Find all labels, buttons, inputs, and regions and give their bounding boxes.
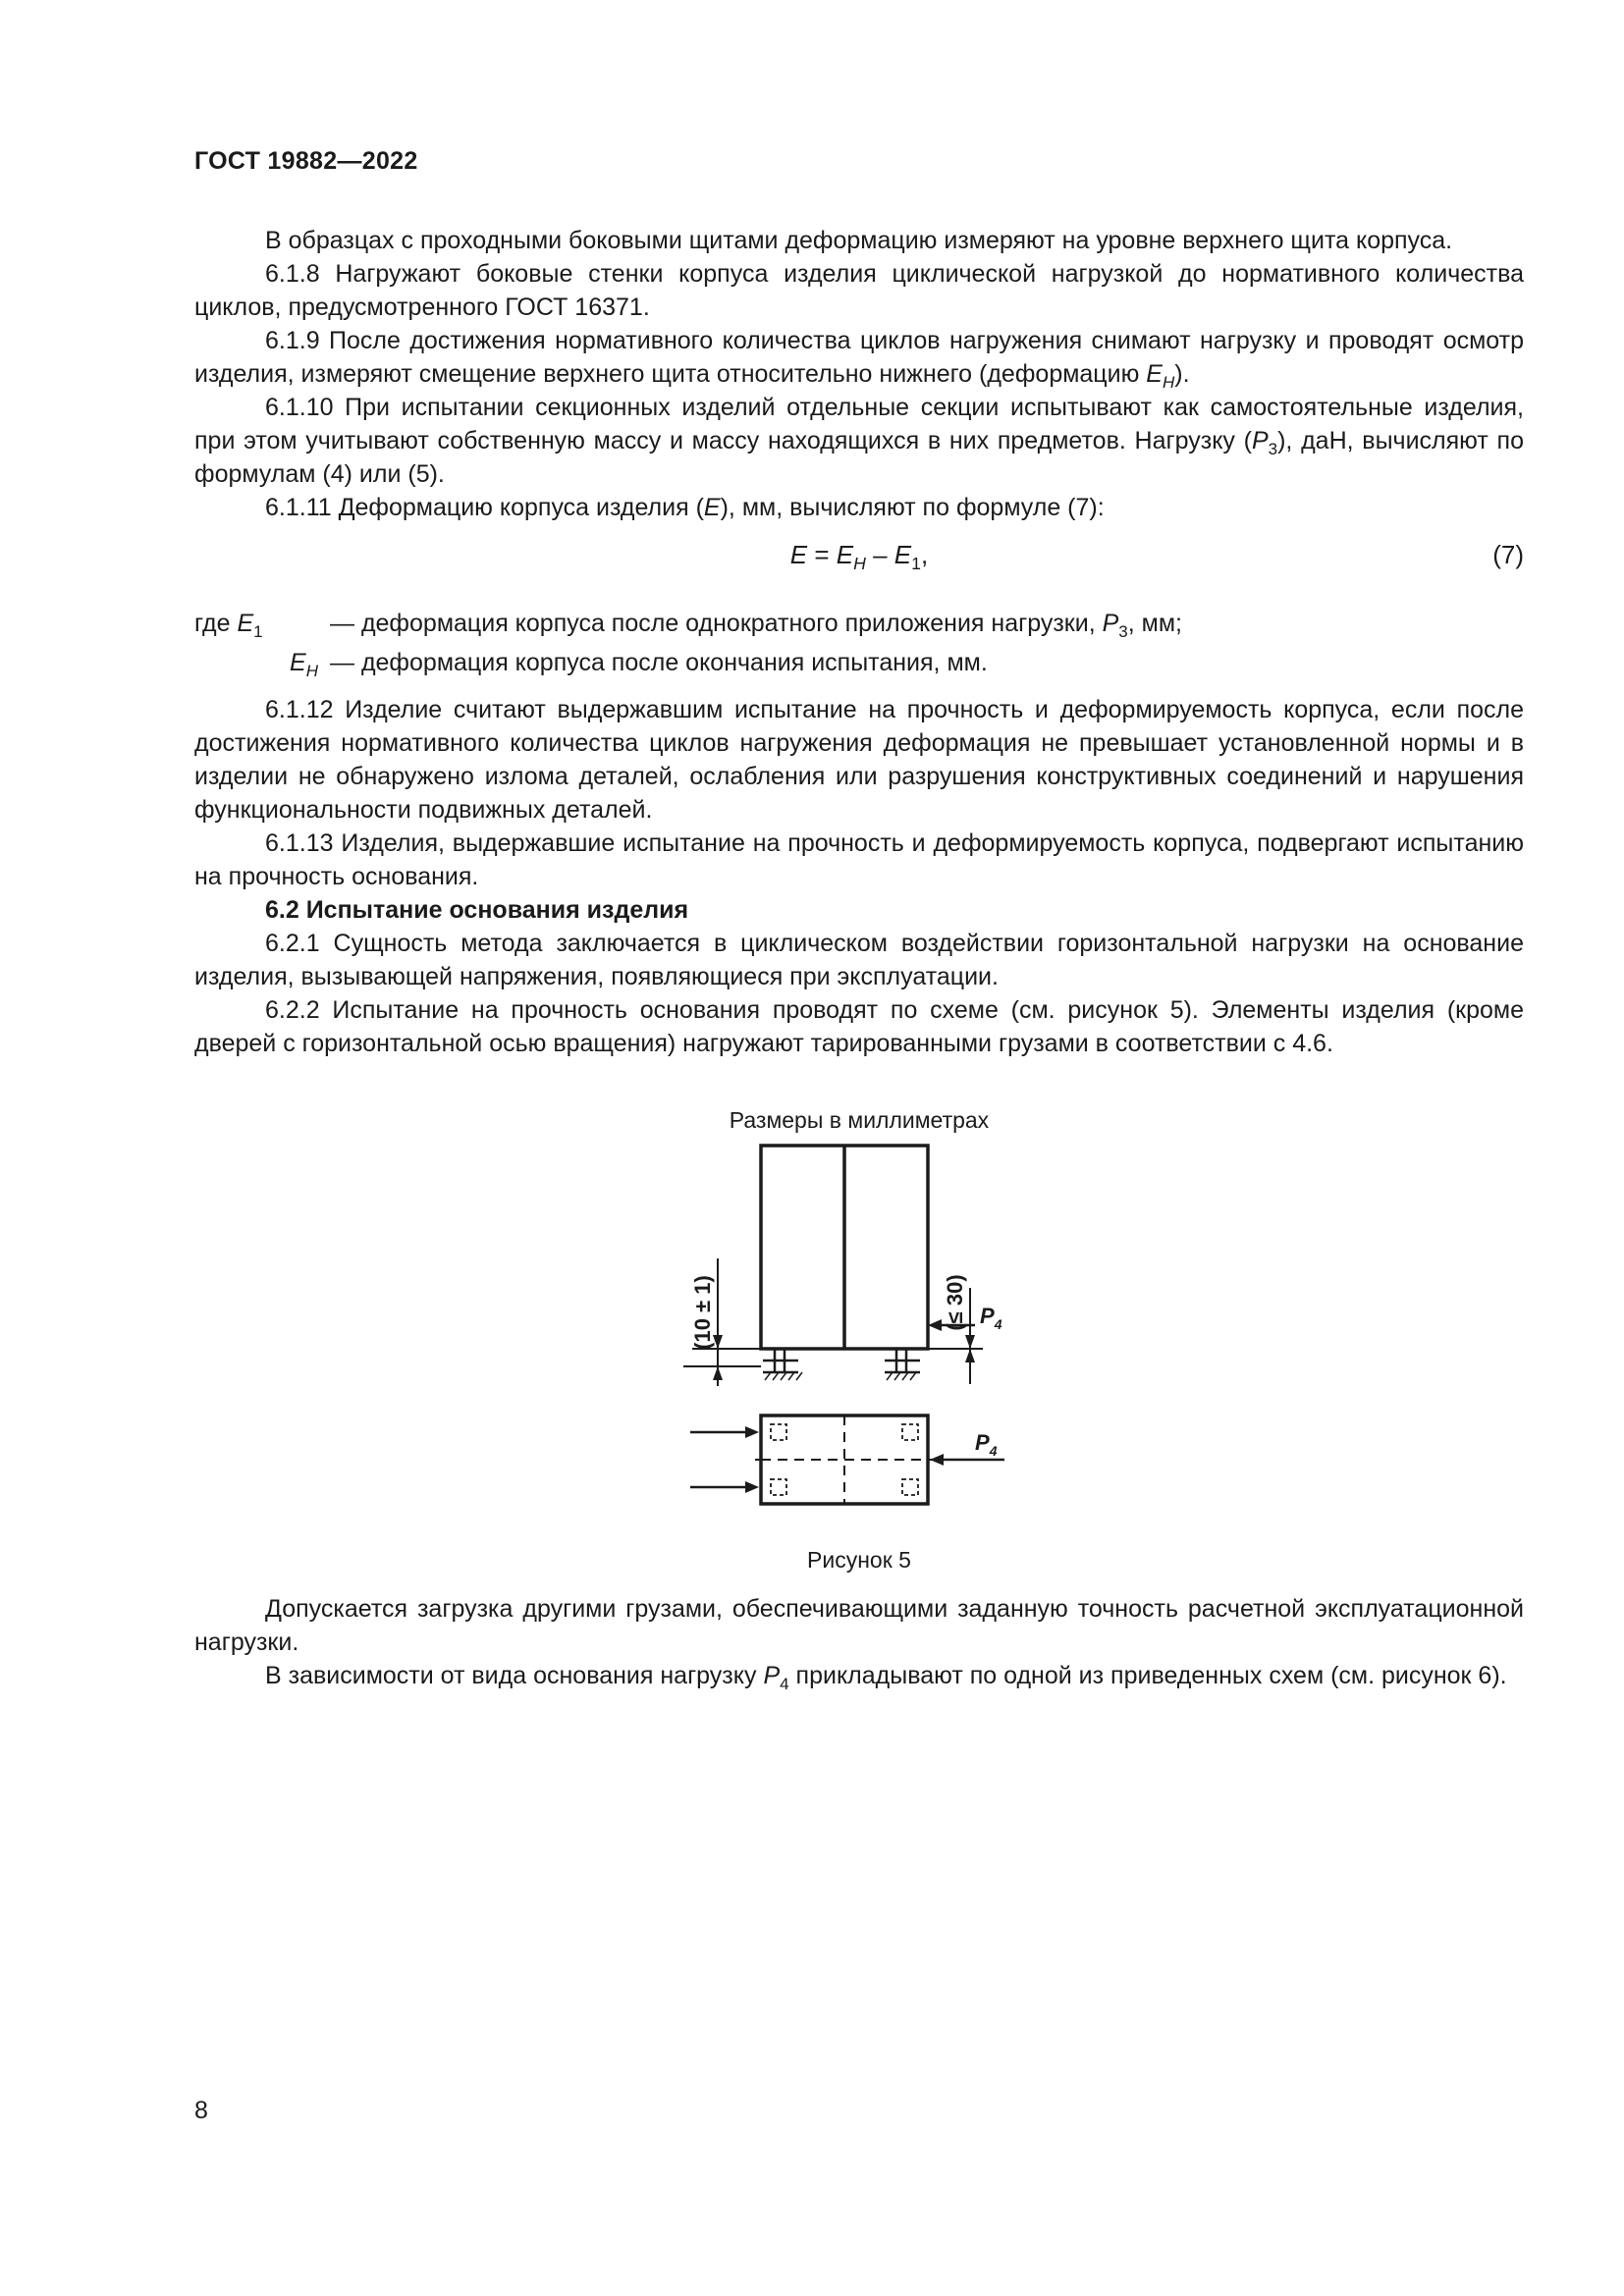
right-support <box>885 1349 920 1372</box>
formula-number: (7) <box>1492 540 1524 569</box>
paragraph-6-1-8: 6.1.8 Нагружают боковые стенки корпуса изделия циклической нагрузкой до нормативного количества циклов, предусмотренного ГОСТ 16371. <box>194 260 1524 321</box>
paragraph-6-2-1: 6.2.1 Сущность метода заключается в циклическом воздействии горизонтальной нагрузки на основание изделия, вызывающей напряжения, появляющиеся при эксплуатации. <box>194 930 1524 990</box>
paragraph-6-1-12: 6.1.12 Изделие считают выдержавшим испытание на прочность и деформируемость корпуса, если после достижения нормативного количества циклов нагружения деформация не превышает установленной нормы и в изделии не обнаружено излома деталей, ослабления или разрушения конструктивных соединений и нарушения функциональности подвижных деталей. <box>194 696 1524 824</box>
page-number: 8 <box>194 2097 208 2124</box>
legend-row-e1: где $E_1$ — деформация корпуса после однократного приложения нагрузки, $P_3$, мм; <box>194 610 1182 641</box>
paragraph-6-1-13: 6.1.13 Изделия, выдержавшие испытание на прочность и деформируемость корпуса, подвергают испытанию на прочность основания. <box>194 829 1524 890</box>
load-label-plan: $P_4$ <box>975 1430 998 1459</box>
formula-legend <box>194 607 1524 685</box>
dim-label-right: (≤ 30) <box>943 1274 967 1331</box>
paragraph-p4-schemes: В зависимости от вида основания нагрузку $P_4$ прикладывают по одной из приведенных схем (см. рисунок 6). <box>265 1662 1507 1693</box>
document-header: ГОСТ 19882—2022 <box>194 147 418 175</box>
paragraph-loading: Допускается загрузка другими грузами, обеспечивающими заданную точность расчетной эксплуатационной нагрузки. <box>194 1595 1524 1656</box>
load-label-side: $P_4$ <box>980 1304 1002 1332</box>
legend-row-eh: $E_H$ — деформация корпуса после окончания испытания, мм. <box>290 649 988 680</box>
paragraph-6-1-9: 6.1.9 После достижения нормативного количества циклов нагружения снимают нагрузку и проводят осмотр изделия, измеряют смещение верхнего щита относительно нижнего (деформацию $E_H$). <box>194 327 1524 392</box>
section-heading-6-2: 6.2 Испытание основания изделия <box>265 896 689 924</box>
figure-caption: Рисунок 5 <box>807 1547 911 1573</box>
figure-5-diagram <box>680 1141 1014 1538</box>
figure-5 <box>194 1082 1524 1592</box>
paragraph-6-2-2: 6.2.2 Испытание на прочность основания проводят по схеме (см. рисунок 5). Элементы изделия (кроме дверей с горизонтальной осью вращения) нагружают тарированными грузами в соответствии с 4.6. <box>194 996 1524 1057</box>
paragraph-6-1-10: 6.1.10 При испытании секционных изделий отдельные секции испытывают как самостоятельные изделия, при этом учитывают собственную массу и массу находящихся в них предметов. Нагрузку $(P_3)$, даН, вычисляют по формулам (4) или (5). <box>194 394 1524 488</box>
paragraph-6-1-11: 6.1.11 Деформацию корпуса изделия (E), мм, вычисляют по формуле (7): <box>265 494 1105 521</box>
dim-label-left: (10 ± 1) <box>690 1275 715 1350</box>
formula-7 <box>194 538 1524 587</box>
figure-dimension-note: Размеры в миллиметрах <box>729 1107 990 1133</box>
paragraph: В образцах с проходными боковыми щитами деформацию измеряют на уровне верхнего щита корпуса. <box>265 227 1453 254</box>
formula-expression: $E = E_H - E_1$, <box>789 540 929 574</box>
left-support <box>763 1349 798 1372</box>
document-body <box>194 224 1524 1692</box>
